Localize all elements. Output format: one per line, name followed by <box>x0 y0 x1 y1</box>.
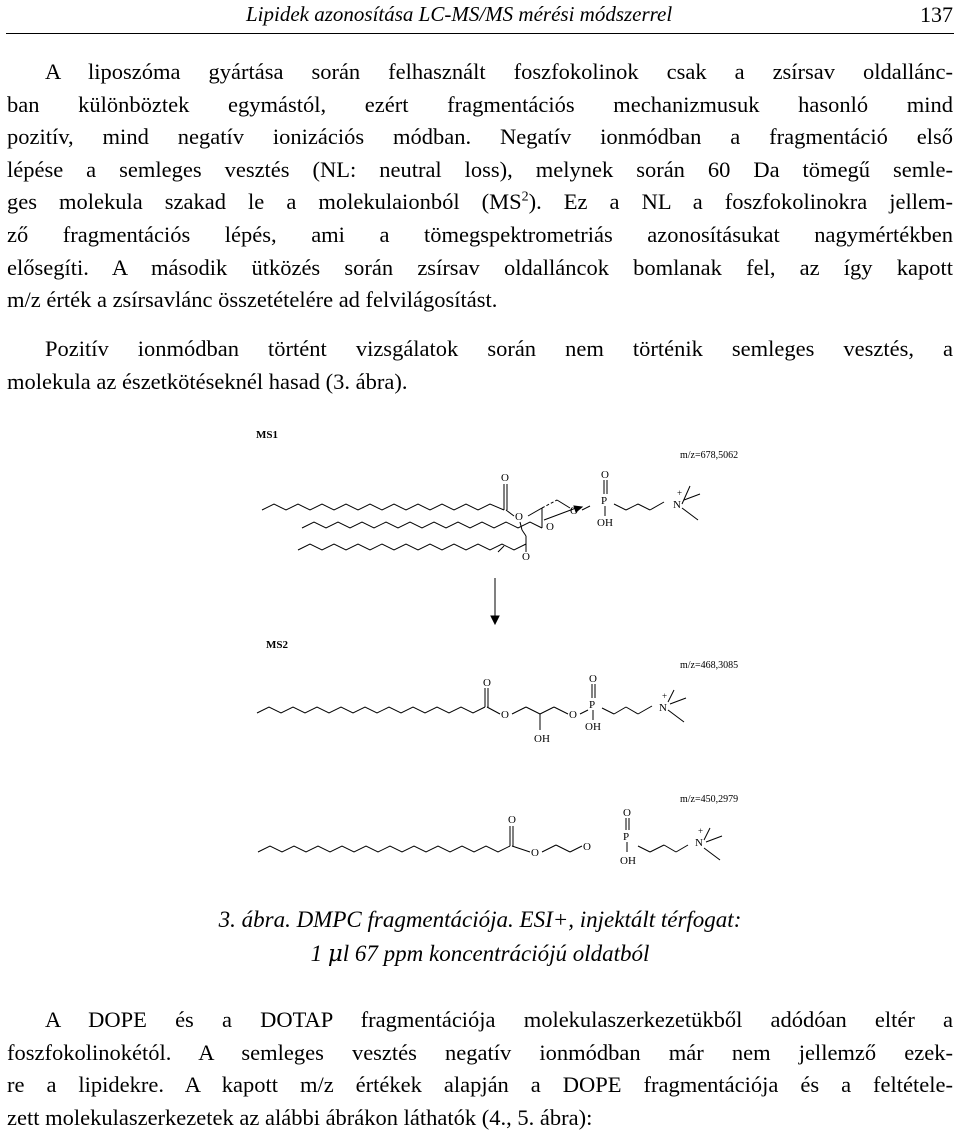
atom-label: O <box>623 807 631 819</box>
charge-label: + <box>677 488 683 498</box>
dmpc-fragmentation-figure <box>252 418 762 883</box>
text-line: zett molekulaszerkezetek az alábbi ábrákon láthatók (4., 5. ábra): <box>7 1104 593 1130</box>
fatty-acid-chain <box>258 846 510 852</box>
text-line: ban különböztek egymástól, ezért fragmentációs mechanizmusuk hasonló mind <box>7 91 953 117</box>
atom-label: P <box>623 831 630 843</box>
mu-symbol: μ <box>327 941 343 967</box>
text-line: A liposzóma gyártása során felhasznált foszfokolinok csak a zsírsav oldallánc- <box>45 59 953 84</box>
text-line: elősegíti. A második ütközés során zsírsav oldalláncok bomlanak fel, az így kapott <box>7 254 953 280</box>
mz-label: m/z=468,3085 <box>680 660 739 671</box>
atom-label: OH <box>597 517 613 529</box>
running-title: Lipidek azonosítása LC-MS/MS mérési módszerrel <box>246 2 673 26</box>
atom-label: OH <box>585 721 601 733</box>
atom-label: O <box>501 709 509 721</box>
figure-caption-line-1: 3. ábra. DMPC fragmentációja. ESI+, injektált térfogat: <box>218 907 742 932</box>
paragraph-liposome-fragmentation <box>7 56 953 317</box>
atom-label: OH <box>620 855 636 867</box>
atom-label: O <box>531 847 539 859</box>
text-line: ző fragmentációs lépés, ami a tömegspektrometriás azonosításukat nagymértékben <box>7 221 953 247</box>
text-line: lépése a semleges vesztés (NL: neutral loss), melynek során 60 Da tömegű semle- <box>7 156 953 182</box>
text-line: m/z érték a zsírsavlánc összetételére ad felvilágosítást. <box>7 287 498 313</box>
figure-caption-line-2: 1 μl 67 ppm koncentrációjú oldatból <box>310 941 650 967</box>
fatty-acid-chain <box>298 544 526 550</box>
atom-label: P <box>589 699 596 711</box>
atom-label: N <box>695 837 703 849</box>
superscript: 2 <box>521 189 529 205</box>
atom-label: O <box>515 511 523 523</box>
ms2-label: MS2 <box>266 639 288 651</box>
page-number: 137 <box>920 2 953 27</box>
text-line: pozitív, mind negatív ionizációs módban. Negatív ionmódban a fragmentáció első <box>7 124 953 150</box>
charge-label: + <box>698 826 704 836</box>
header-rule <box>6 33 954 34</box>
mz-label: m/z=678,5062 <box>680 450 739 461</box>
atom-label: N <box>659 702 667 714</box>
page-header <box>0 0 960 34</box>
text-line: ges molekula szakad le a molekulaionból $(MS^2)$. Ez a NL a foszfokolinokra jellem- <box>7 189 953 215</box>
atom-label: OH <box>534 733 550 745</box>
atom-label: O <box>570 505 578 517</box>
text-line: molekula az észetkötéseknél hasad (3. ábra). <box>7 368 408 394</box>
atom-label: O <box>546 521 554 533</box>
atom-label: O <box>601 469 609 481</box>
text-line: foszfokolinokétól. A semleges vesztés negatív ionmódban már nem jellemző ezek- <box>7 1039 953 1065</box>
paragraph-positive-mode <box>7 333 953 398</box>
atom-label: O <box>589 673 597 685</box>
text-line: A DOPE és a DOTAP fragmentációja molekulaszerkezetükből adódóan eltér a <box>45 1007 953 1032</box>
paragraph-dope-dotap <box>7 1004 953 1134</box>
fatty-acid-chain <box>262 504 504 510</box>
text-line: Pozitív ionmódban történt vizsgálatok során nem történik semleges vesztés, a <box>45 336 953 361</box>
atom-label: O <box>583 841 591 853</box>
fatty-acid-chain <box>257 707 485 713</box>
charge-label: + <box>662 691 668 701</box>
ms1-label: MS1 <box>256 429 278 441</box>
mz-label: m/z=450,2979 <box>680 794 739 805</box>
text-line: re a lipidekre. A kapott m/z értékek alapján a DOPE fragmentációja és a feltétele- <box>7 1072 953 1098</box>
atom-label: O <box>483 677 491 689</box>
atom-label: O <box>522 551 530 563</box>
atom-label: O <box>501 472 509 484</box>
atom-label: O <box>508 814 516 826</box>
fatty-acid-chain <box>302 522 542 528</box>
atom-label: P <box>601 495 608 507</box>
atom-label: O <box>569 709 577 721</box>
atom-label: N <box>673 499 681 511</box>
